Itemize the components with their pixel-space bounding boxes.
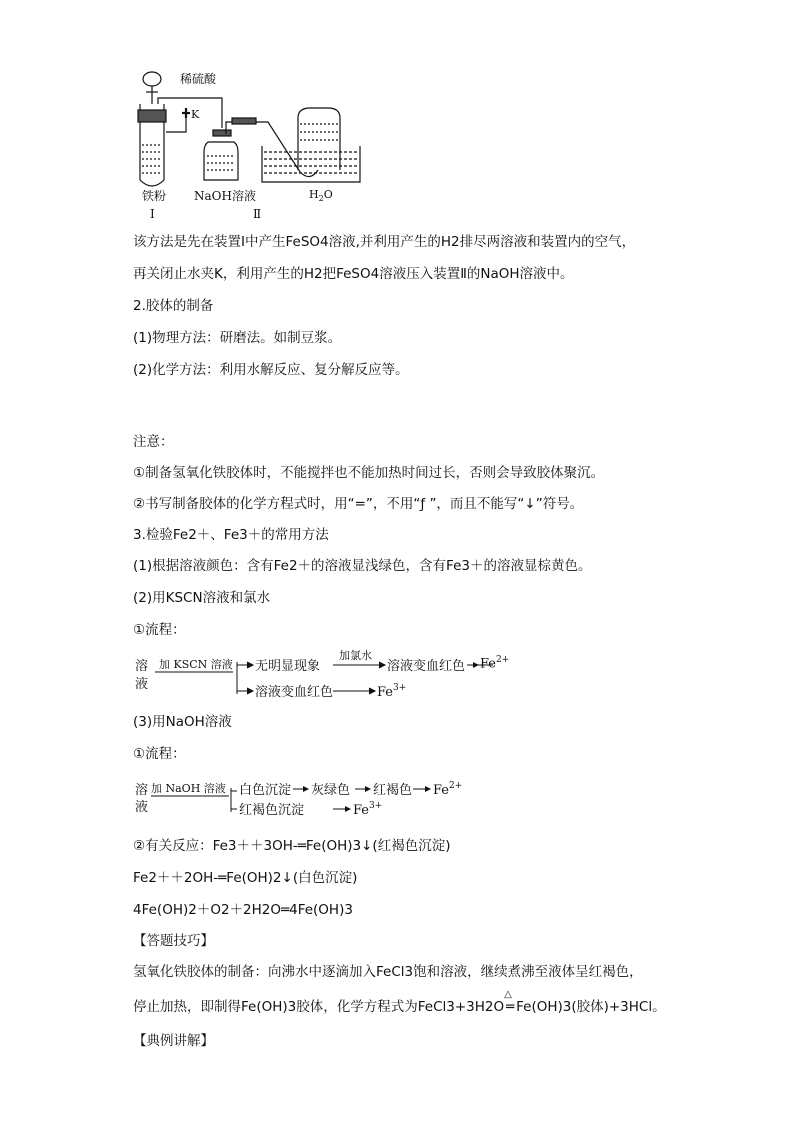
flow2-upper-step1: 白色沉淀 [239,783,292,798]
flow1-lower-step: 溶液变血红色 [255,685,334,700]
apparatus-diagram [0,0,794,230]
flow1-upper-result: $Fe^{2+}$ [480,655,510,672]
kscn-flow-diagram [133,646,493,702]
test-method-naoh: (3)用NaOH溶液 [133,714,232,730]
tip-line-1: 氢氧化铁胶体的制备：向沸水中逐滴加入FeCl3饱和溶液，继续煮沸至液体呈红褐色， [133,964,643,980]
flow1-reagent2: 加氯水 [339,649,372,662]
note-heading: 注意： [133,434,174,450]
tip-heading: 【答题技巧】 [133,933,214,949]
flow1-lower-result: $Fe^{3+}$ [377,683,407,700]
tip-line-2-end: Fe(OH)3(胶体)+3HCl。 [516,999,666,1015]
heat-equals-sign [504,989,516,1016]
flow2-reagent: 加 NaOH 溶液 [151,782,226,795]
label-water: $H_2O$ [309,188,333,203]
flow1-upper-step: 无明显现象 [255,659,321,674]
flow2-start-a: 溶 [135,783,149,798]
flow1-reagent: 加 KSCN 溶液 [159,658,233,671]
label-iron-powder: 铁粉 [142,189,167,203]
equals-symbol: ═ [506,999,515,1015]
note-item-2: ②书写制备胶体的化学方程式时，用“=”，不用“ƒ ”，而且不能写“↓”符号。 [133,496,584,512]
reaction-3: 4Fe(OH)2＋O2＋2H2O═4Fe(OH)3 [133,902,353,918]
label-dilute-sulfuric-acid: 稀硫酸 [180,72,217,86]
flow2-start-b: 液 [135,800,149,815]
label-apparatus-i: Ⅰ [150,207,155,221]
tip-line-2-start: 停止加热，即制得Fe(OH)3胶体，化学方程式为FeCl3+3H2O [133,999,505,1015]
flow2-upper-step2: 灰绿色 [311,783,351,798]
naoh-flow-diagram [133,774,473,820]
flow2-lower-step: 红褐色沉淀 [239,803,305,818]
reaction-2: Fe2＋＋2OH-═Fe(OH)2↓(白色沉淀) [133,870,358,886]
heading-ion-test: 3.检验Fe2＋、Fe3＋的常用方法 [133,527,329,543]
flow2-lower-result: $Fe^{3+}$ [353,801,383,818]
note-item-1: ①制备氢氧化铁胶体时，不能搅拌也不能加热时间过长，否则会导致胶体聚沉。 [133,465,605,481]
heading-colloid-preparation: 2.胶体的制备 [133,298,214,314]
flow1-upper-step2: 溶液变血红色 [387,659,466,674]
flow2-title: ①流程： [133,746,186,762]
label-naoh-solution: NaOH溶液 [194,189,256,203]
label-apparatus-ii: Ⅱ [253,207,262,221]
reaction-1: ②有关反应：Fe3＋＋3OH-═Fe(OH)3↓(红褐色沉淀) [133,838,451,854]
label-clamp-k: K [191,108,200,121]
flow2-upper-result: $Fe^{2+}$ [433,781,463,798]
test-method-color: (1)根据溶液颜色：含有Fe2＋的溶液显浅绿色，含有Fe3＋的溶液显棕黄色。 [133,558,592,574]
tip-line-2 [133,989,666,1016]
heat-delta-symbol: △ [504,989,512,1000]
flow1-start-a: 溶 [135,659,149,674]
flow1-start-b: 液 [135,677,149,692]
test-method-kscn: (2)用KSCN溶液和氯水 [133,590,271,606]
method-chemical: (2)化学方法：利用水解反应、复分解反应等。 [133,362,409,378]
method-physical: (1)物理方法：研磨法。如制豆浆。 [133,330,342,346]
paragraph-method-1: 该方法是先在装置Ⅰ中产生FeSO4溶液,并利用产生的H2排尽两溶液和装置内的空气， [133,234,636,250]
flow1-title: ①流程： [133,622,186,638]
paragraph-method-2: 再关闭止水夹K，利用产生的H2把FeSO4溶液压入装置Ⅱ的NaOH溶液中。 [133,266,574,282]
flow2-upper-step3: 红褐色 [373,783,413,798]
example-heading: 【典例讲解】 [133,1033,214,1049]
